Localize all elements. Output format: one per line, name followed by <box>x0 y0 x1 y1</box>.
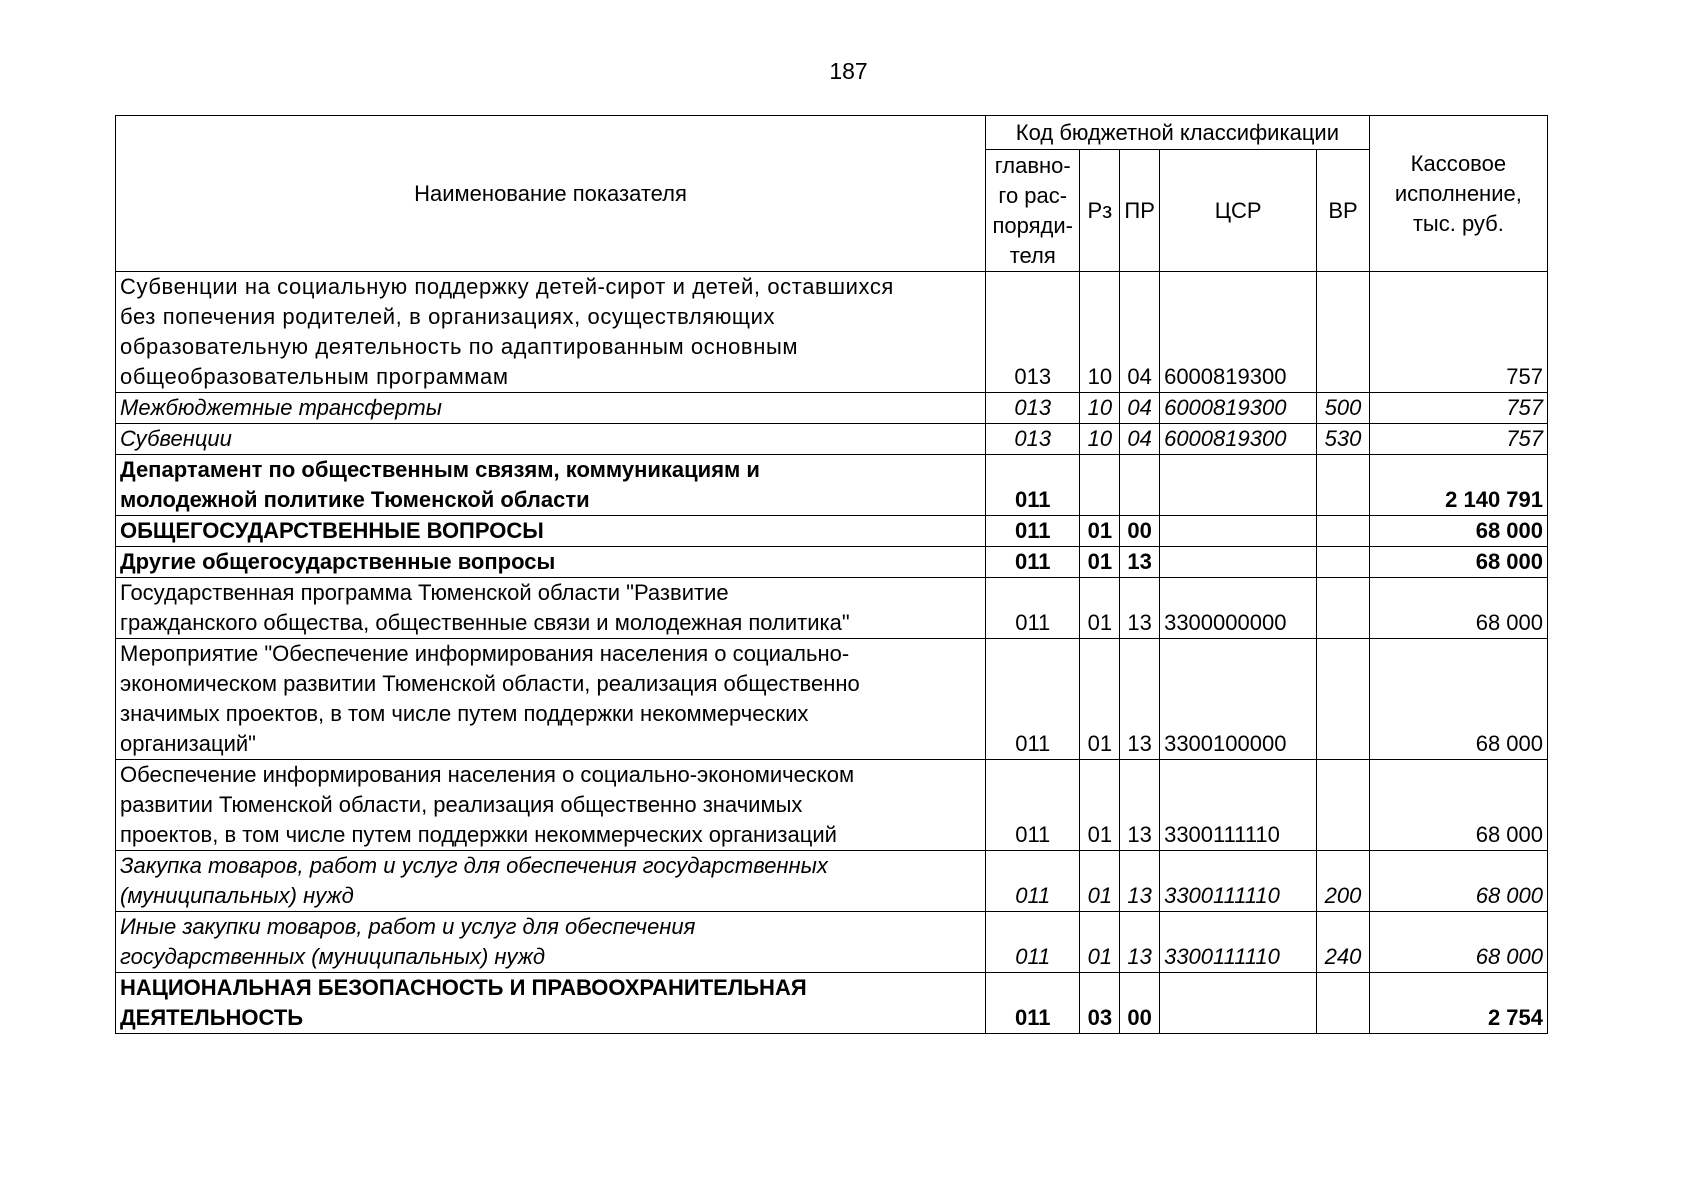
row-sum: 2 140 791 <box>1369 455 1547 516</box>
row-gl-code: 013 <box>986 424 1080 455</box>
row-csr-code: 6000819300 <box>1160 272 1317 393</box>
row-csr-code: 6000819300 <box>1160 424 1317 455</box>
row-csr-code: 3300000000 <box>1160 578 1317 639</box>
row-gl-code: 011 <box>986 639 1080 760</box>
budget-table <box>115 115 1548 1034</box>
header-sum: Кассовое исполнение, тыс. руб. <box>1369 116 1547 272</box>
row-csr-code <box>1160 973 1317 1034</box>
row-csr-code: 6000819300 <box>1160 393 1317 424</box>
row-gl-code: 013 <box>986 272 1080 393</box>
row-vr-code: 530 <box>1317 424 1369 455</box>
table-row <box>116 639 1548 760</box>
table-row <box>116 578 1548 639</box>
row-rz-code: 01 <box>1080 639 1120 760</box>
row-csr-code <box>1160 516 1317 547</box>
table-row <box>116 424 1548 455</box>
page-number: 187 <box>829 58 868 84</box>
row-gl-code: 011 <box>986 516 1080 547</box>
row-pr-code: 00 <box>1120 973 1160 1034</box>
header-name: Наименование показателя <box>116 116 986 272</box>
row-rz-code: 10 <box>1080 272 1120 393</box>
row-pr-code <box>1120 455 1160 516</box>
row-rz-code: 01 <box>1080 547 1120 578</box>
table-row <box>116 516 1548 547</box>
table-row <box>116 851 1548 912</box>
header-vr: ВР <box>1317 150 1369 272</box>
row-gl-code: 011 <box>986 455 1080 516</box>
row-vr-code <box>1317 516 1369 547</box>
row-vr-code <box>1317 639 1369 760</box>
row-rz-code: 01 <box>1080 516 1120 547</box>
row-pr-code: 13 <box>1120 912 1160 973</box>
table-row <box>116 272 1548 393</box>
row-name: Обеспечение информирования населения о социально-экономическом развитии Тюменской области, реализация общественно значимых проектов, в том числе путем поддержки некоммерческих организаций <box>116 760 986 851</box>
row-sum: 2 754 <box>1369 973 1547 1034</box>
row-gl-code: 011 <box>986 578 1080 639</box>
row-gl-code: 013 <box>986 393 1080 424</box>
table-row <box>116 547 1548 578</box>
header-rz: Рз <box>1080 150 1120 272</box>
row-name: Государственная программа Тюменской области "Развитие гражданского общества, общественные связи и молодежная политика" <box>116 578 986 639</box>
row-gl-code: 011 <box>986 760 1080 851</box>
row-vr-code: 240 <box>1317 912 1369 973</box>
row-csr-code: 3300111110 <box>1160 851 1317 912</box>
header-gl: главно- го рас- поряди- теля <box>986 150 1080 272</box>
row-name: Иные закупки товаров, работ и услуг для обеспечения государственных (муниципальных) нужд <box>116 912 986 973</box>
row-pr-code: 04 <box>1120 424 1160 455</box>
row-vr-code <box>1317 973 1369 1034</box>
row-vr-code <box>1317 760 1369 851</box>
table-row <box>116 393 1548 424</box>
row-gl-code: 011 <box>986 851 1080 912</box>
row-vr-code: 200 <box>1317 851 1369 912</box>
table-row <box>116 760 1548 851</box>
row-sum: 68 000 <box>1369 851 1547 912</box>
row-gl-code: 011 <box>986 912 1080 973</box>
row-name: Закупка товаров, работ и услуг для обеспечения государственных (муниципальных) нужд <box>116 851 986 912</box>
table-body <box>116 272 1548 1034</box>
row-pr-code: 04 <box>1120 272 1160 393</box>
row-sum: 68 000 <box>1369 516 1547 547</box>
row-name: Другие общегосударственные вопросы <box>116 547 986 578</box>
row-name: Межбюджетные трансферты <box>116 393 986 424</box>
row-gl-code: 011 <box>986 547 1080 578</box>
row-rz-code: 10 <box>1080 424 1120 455</box>
row-csr-code <box>1160 547 1317 578</box>
row-name: ОБЩЕГОСУДАРСТВЕННЫЕ ВОПРОСЫ <box>116 516 986 547</box>
table-header <box>116 116 1548 272</box>
row-sum: 757 <box>1369 272 1547 393</box>
row-rz-code: 01 <box>1080 851 1120 912</box>
row-rz-code: 01 <box>1080 760 1120 851</box>
row-gl-code: 011 <box>986 973 1080 1034</box>
row-name: Субвенции на социальную поддержку детей-сирот и детей, оставшихся без попечения родителей, в организациях, осуществляющих образовательную деятельность по адаптированным основным общеобразовательным программам <box>116 272 986 393</box>
row-pr-code: 13 <box>1120 639 1160 760</box>
table-row <box>116 912 1548 973</box>
row-vr-code <box>1317 578 1369 639</box>
row-pr-code: 00 <box>1120 516 1160 547</box>
row-sum: 68 000 <box>1369 547 1547 578</box>
row-rz-code: 10 <box>1080 393 1120 424</box>
row-rz-code: 01 <box>1080 578 1120 639</box>
table-row <box>116 455 1548 516</box>
row-vr-code <box>1317 272 1369 393</box>
row-sum: 757 <box>1369 393 1547 424</box>
row-rz-code: 03 <box>1080 973 1120 1034</box>
row-pr-code: 13 <box>1120 760 1160 851</box>
row-csr-code: 3300111110 <box>1160 912 1317 973</box>
row-name: Департамент по общественным связям, коммуникациям и молодежной политике Тюменской области <box>116 455 986 516</box>
row-pr-code: 13 <box>1120 578 1160 639</box>
row-vr-code: 500 <box>1317 393 1369 424</box>
row-sum: 68 000 <box>1369 639 1547 760</box>
row-csr-code: 3300111110 <box>1160 760 1317 851</box>
row-rz-code: 01 <box>1080 912 1120 973</box>
row-rz-code <box>1080 455 1120 516</box>
header-csr: ЦСР <box>1160 150 1317 272</box>
row-sum: 68 000 <box>1369 760 1547 851</box>
row-pr-code: 13 <box>1120 547 1160 578</box>
row-csr-code: 3300100000 <box>1160 639 1317 760</box>
row-sum: 68 000 <box>1369 578 1547 639</box>
row-sum: 68 000 <box>1369 912 1547 973</box>
row-vr-code <box>1317 547 1369 578</box>
row-sum: 757 <box>1369 424 1547 455</box>
row-pr-code: 04 <box>1120 393 1160 424</box>
row-csr-code <box>1160 455 1317 516</box>
header-code-group: Код бюджетной классификации <box>986 116 1370 150</box>
row-name: Мероприятие "Обеспечение информирования населения о социально- экономическом развитии Тюменской области, реализация общественно значимых проектов, в том числе путем поддержки некоммерческих организаций" <box>116 639 986 760</box>
row-name: Субвенции <box>116 424 986 455</box>
row-vr-code <box>1317 455 1369 516</box>
table-row <box>116 973 1548 1034</box>
row-name: НАЦИОНАЛЬНАЯ БЕЗОПАСНОСТЬ И ПРАВООХРАНИТЕЛЬНАЯ ДЕЯТЕЛЬНОСТЬ <box>116 973 986 1034</box>
row-pr-code: 13 <box>1120 851 1160 912</box>
header-pr: ПР <box>1120 150 1160 272</box>
